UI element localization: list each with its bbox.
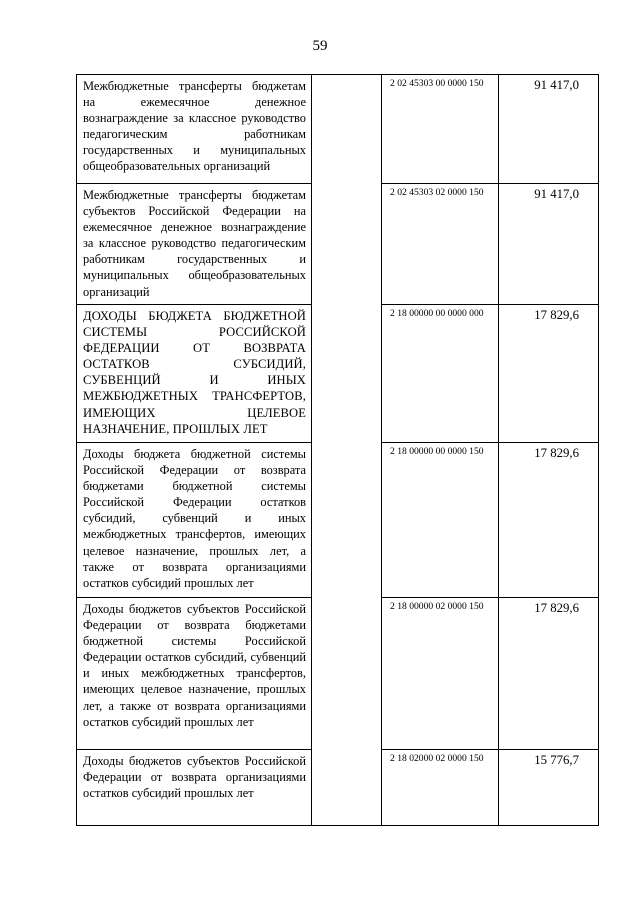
empty-cell [312,750,382,826]
revenue-table [76,74,599,826]
row-description: ДОХОДЫ БЮДЖЕТА БЮДЖЕТНОЙ СИСТЕМЫ РОССИЙСКОЙ ФЕДЕРАЦИИ ОТ ВОЗВРАТА ОСТАТКОВ СУБСИДИЙ, СУБВЕНЦИЙ И ИНЫХ МЕЖБЮДЖЕТНЫХ ТРАНСФЕРТОВ, ИМЕЮЩИХ ЦЕЛЕВОЕ НАЗНАЧЕНИЕ, ПРОШЛЫХ ЛЕТ [83,309,306,436]
page-number: 59 [312,38,328,54]
description-cell [77,305,312,443]
amount-cell [499,598,599,750]
row-amount: 17 829,6 [534,308,579,322]
amount-cell [499,184,599,305]
row-code: 2 18 02000 02 0000 150 [390,753,484,764]
description-cell [77,184,312,305]
row-description: Доходы бюджетов субъектов Российской Федерации от возврата бюджетами бюджетной системы Российской Федерации остатков субсидий, субвенций и иных межбюджетных трансфертов, имеющих целевое назначение, прошлых лет, а также от возврата организациями остатков субсидий прошлых лет [83,602,306,729]
code-cell [382,75,499,184]
row-amount: 17 829,6 [534,601,579,615]
row-code: 2 02 45303 02 0000 150 [390,187,484,198]
table-row [77,305,599,443]
row-code: 2 18 00000 00 0000 150 [390,446,484,457]
code-cell [382,443,499,598]
code-cell [382,750,499,826]
amount-cell [499,443,599,598]
empty-cell [312,75,382,184]
empty-cell [312,443,382,598]
row-description: Доходы бюджетов субъектов Российской Федерации от возврата организациями остатков субсидий прошлых лет [83,754,306,801]
amount-cell [499,305,599,443]
table-row [77,75,599,184]
description-cell [77,598,312,750]
empty-cell [312,598,382,750]
row-code: 2 18 00000 02 0000 150 [390,601,484,612]
table-row [77,750,599,826]
empty-cell [312,184,382,305]
row-amount: 17 829,6 [534,446,579,460]
row-description: Доходы бюджета бюджетной системы Российской Федерации от возврата бюджетами бюджетной системы Российской Федерации остатков субсидий, субвенций и иных межбюджетных трансфертов, имеющих целевое назначение, прошлых лет, а также от возврата организациями остатков субсидий прошлых лет [83,447,306,590]
table-row [77,598,599,750]
row-amount: 15 776,7 [534,753,579,767]
row-code: 2 02 45303 00 0000 150 [390,78,484,89]
row-description: Межбюджетные трансферты бюджетам на ежемесячное денежное вознаграждение за классное руководство педагогическим работникам государственных и муниципальных общеобразовательных организаций [83,79,306,174]
row-amount: 91 417,0 [534,78,579,92]
description-cell [77,443,312,598]
amount-cell [499,75,599,184]
description-cell [77,75,312,184]
row-description: Межбюджетные трансферты бюджетам субъектов Российской Федерации на ежемесячное денежное вознаграждение за классное руководство педагогическим работникам государственных и муниципальных общеобразовательных организаций [83,188,306,299]
code-cell [382,305,499,443]
amount-cell [499,750,599,826]
row-amount: 91 417,0 [534,187,579,201]
row-code: 2 18 00000 00 0000 000 [390,308,484,319]
table-row [77,443,599,598]
description-cell [77,750,312,826]
empty-cell [312,305,382,443]
code-cell [382,598,499,750]
code-cell [382,184,499,305]
table-row [77,184,599,305]
